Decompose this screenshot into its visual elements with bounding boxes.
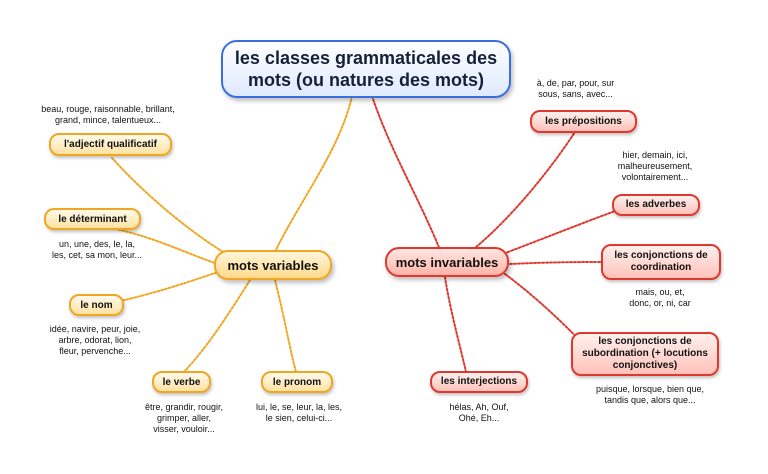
nom-examples: idée, navire, peur, joie, arbre, odorat, lion, fleur, pervenche... [49,324,141,356]
connector-root-variable [275,96,352,252]
mots-invariables-label: mots invariables [395,254,499,270]
pronom-examples: lui, le, se, leur, la, les, le sien, celui-ci... [255,402,343,423]
nom-node: le nom [69,294,124,316]
adjectif-examples: beau, rouge, raisonnable, brillant, grand, mince, talentueux... [41,104,175,125]
interjections-examples: hélas, Ah, Ouf, Ohé, Eh... [449,402,509,423]
root-title-line-2: mots (ou natures des mots) [247,70,485,90]
determinant-node: le déterminant [44,208,141,230]
verbe-examples: être, grandir, rougir, grimper, aller, visser, vouloir... [144,402,224,434]
adjectif-qualificatif-node: l'adjectif qualificatif [49,133,172,156]
verbe-node: le verbe [152,371,211,393]
mots-variables-label: mots variables [227,257,319,273]
connector-invariable-prepositions [470,132,575,252]
root-title-line-1: les classes grammaticales des [234,48,498,68]
prepositions-examples: à, de, par, pour, sur sous, sans, avec... [536,78,615,99]
determinant-examples: un, une, des, le, la, les, cet, sa mon, leur... [51,239,143,260]
mots-variables-node [214,250,332,280]
connector-invariable-interjections [445,277,466,372]
conjonctions-coordination-node: les conjonctions de coordination [601,244,721,280]
prepositions-node: les prépositions [530,110,637,133]
connector-variable-pronom [275,280,296,372]
connector-variable-verbe [182,280,250,374]
root-node [221,40,511,98]
connector-invariable-subordination [505,274,584,345]
pronom-node: le pronom [261,371,333,393]
connector-invariable-adverbes [500,210,618,255]
adverbes-examples: hier, demain, ici, malheureusement, volontairement... [617,150,693,182]
subordination-examples: puisque, lorsque, bien que, tandis que, alors que... [595,384,705,405]
connector-invariable-coordination [510,262,604,264]
adverbes-node: les adverbes [612,194,700,216]
interjections-node: les interjections [430,371,528,393]
conjonctions-subordination-node: les conjonctions de subordination (+ locutions conjonctives) [571,332,719,376]
mots-invariables-node [385,247,509,277]
coordination-examples: mais, ou, et, donc, or, ni, car [629,287,691,308]
connector-root-invariable [372,96,440,250]
